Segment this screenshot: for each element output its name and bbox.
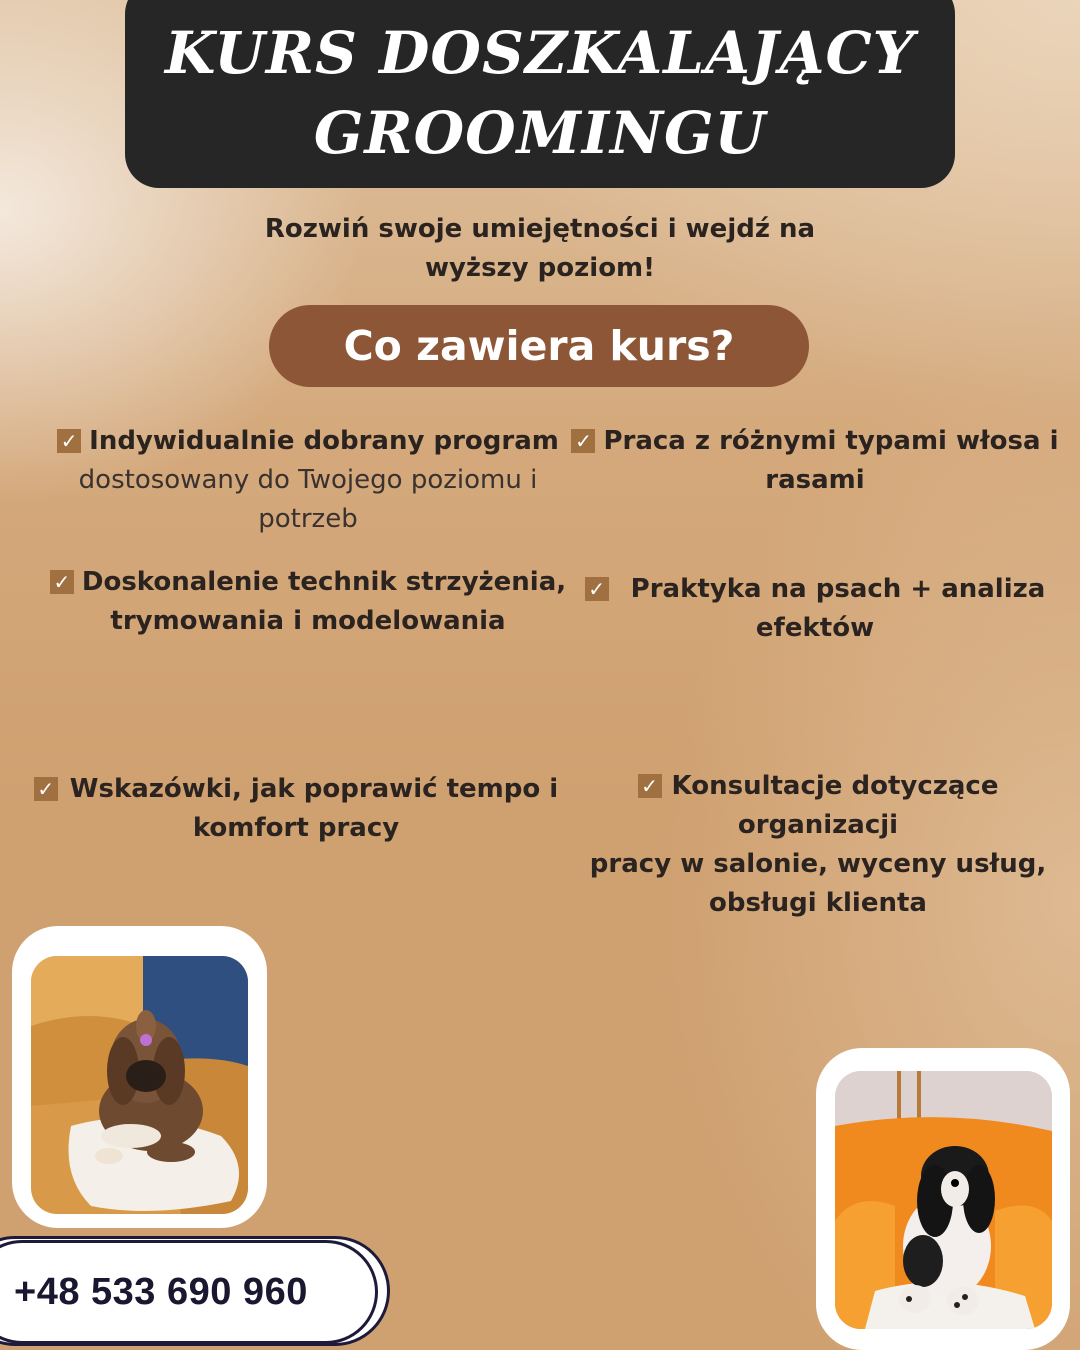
dog-illustration-spaniel bbox=[835, 1071, 1052, 1329]
feature-practice-on-dogs bbox=[556, 570, 1074, 648]
feature-head: Wskazówki, jak poprawić tempo i bbox=[69, 774, 559, 804]
feature-line: efektów bbox=[755, 613, 875, 643]
feature-line: dostosowany do Twojego poziomu i bbox=[78, 465, 538, 495]
checkbox-icon: ✓ bbox=[571, 429, 595, 453]
section-label: Co zawiera kurs? bbox=[269, 305, 809, 387]
checkbox-icon: ✓ bbox=[34, 777, 58, 801]
checkbox-icon: ✓ bbox=[638, 774, 662, 798]
feature-hair-types bbox=[556, 422, 1074, 500]
feature-line: pracy w salonie, wyceny usług, bbox=[589, 849, 1047, 879]
checkbox-icon: ✓ bbox=[57, 429, 81, 453]
dog-photo-spaniel bbox=[835, 1071, 1052, 1329]
feature-head: Praca z różnymi typami włosa i bbox=[603, 426, 1059, 456]
feature-line: rasami bbox=[765, 465, 865, 495]
feature-tempo-tips bbox=[18, 770, 574, 848]
feature-individual-program bbox=[30, 422, 586, 539]
feature-line: trymowania i modelowania bbox=[110, 606, 506, 636]
feature-head: Doskonalenie technik strzyżenia, bbox=[81, 567, 567, 597]
checkbox-icon: ✓ bbox=[50, 570, 74, 594]
feature-head: Indywidualnie dobrany program bbox=[89, 426, 559, 456]
feature-line: komfort pracy bbox=[192, 813, 400, 843]
feature-salon-consulting bbox=[558, 767, 1078, 923]
title-banner bbox=[125, 0, 955, 188]
title-line-2: GROOMINGU bbox=[313, 99, 767, 167]
title-line-1: KURS DOSZKALAJĄCY bbox=[164, 19, 916, 87]
phone-number[interactable]: +48 533 690 960 bbox=[14, 1271, 308, 1313]
dog-illustration-shihtzu bbox=[31, 956, 248, 1214]
feature-head: Konsultacje dotyczące organizacji bbox=[671, 771, 999, 840]
subtitle bbox=[240, 210, 840, 288]
feature-line: potrzeb bbox=[258, 504, 358, 534]
subtitle-line-2: wyższy poziom! bbox=[424, 253, 656, 283]
feature-line: obsługi klienta bbox=[709, 888, 927, 918]
subtitle-line-1: Rozwiń swoje umiejętności i wejdź na bbox=[264, 214, 816, 244]
dog-photo-shihtzu bbox=[31, 956, 248, 1214]
feature-head: Praktyka na psach + analiza bbox=[630, 574, 1046, 604]
checkbox-icon: ✓ bbox=[585, 577, 609, 601]
feature-cutting-techniques bbox=[30, 563, 586, 641]
